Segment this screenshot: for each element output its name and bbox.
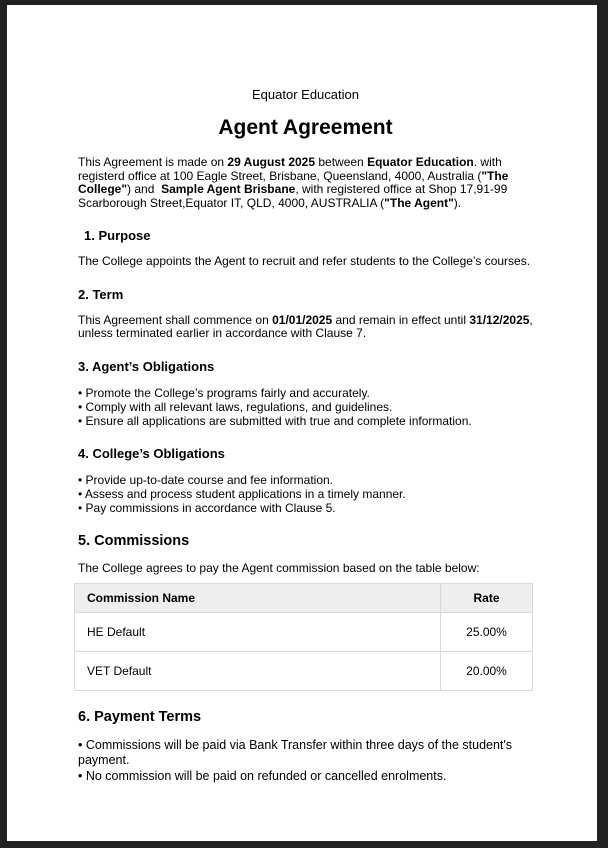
section-payment-terms (78, 709, 533, 784)
bullet-item: • Ensure all applications are submitted with true and complete information. (78, 413, 472, 428)
section-term (78, 287, 533, 341)
text-run: 29 August 2025 (227, 155, 316, 169)
bullet-item: • Assess and process student applications in a timely manner. (78, 486, 406, 501)
section-heading-purpose: 1. Purpose (84, 228, 151, 243)
intro-paragraph (78, 156, 533, 210)
text-run: Sample Agent Brisbane (161, 182, 296, 196)
text-run: , with registered office at Shop 17,91-99 Scarborough Street,Equator IT, QLD, 4000, AUSTRALIA ( (78, 182, 511, 210)
table-cell: VET Default (75, 652, 441, 691)
section-heading-commissions: 5. Commissions (78, 532, 190, 549)
section-body-commissions: The College agrees to pay the Agent commission based on the table below: (78, 560, 480, 575)
bullet-item: • No commission will be paid on refunded or cancelled enrolments. (78, 769, 447, 783)
payment-terms-bullet-list (78, 738, 533, 784)
bullet-item: • Promote the College’s programs fairly and accurately. (78, 385, 370, 400)
table-header-row (75, 584, 533, 613)
section-body-term (78, 314, 533, 341)
text-run: This Agreement shall commence on (78, 312, 273, 327)
bullet-item: • Commissions will be paid via Bank Transfer within three days of the student's payment. (78, 738, 513, 767)
text-run: ). (453, 195, 462, 210)
text-run: This Agreement is made on (78, 155, 228, 169)
text-run: 31/12/2025 (469, 312, 530, 327)
section-agent-obligations (78, 359, 533, 428)
text-run: and remain in effect until (332, 312, 470, 327)
text-run: . with registerd office at 100 Eagle Street, Brisbane, Queensland, 4000, Australia ( (78, 155, 506, 183)
table-cell: 20.00% (441, 652, 533, 691)
text-run: 01/01/2025 (272, 312, 333, 327)
bullet-item: • Provide up-to-date course and fee information. (78, 472, 334, 487)
table-cell: HE Default (75, 613, 441, 652)
table-header-cell: Commission Name (75, 584, 441, 613)
text-run: Equator Education (367, 155, 474, 169)
section-purpose (78, 228, 533, 269)
commission-table (74, 583, 533, 691)
bullet-item: • Comply with all relevant laws, regulations, and guidelines. (78, 399, 393, 414)
section-body-purpose: The College appoints the Agent to recruit and refer students to the College’s courses. (78, 254, 531, 268)
text-run: ) and (127, 182, 162, 196)
table-row (75, 652, 533, 691)
section-college-obligations (78, 446, 533, 515)
section-heading-term: 2. Term (78, 286, 124, 302)
section-commissions (78, 533, 533, 692)
text-run: "The Agent" (384, 195, 454, 210)
table-row (75, 613, 533, 652)
document-title: Agent Agreement (218, 116, 393, 139)
document-page (7, 5, 597, 841)
org-name: Equator Education (252, 87, 359, 102)
text-run: between (315, 155, 368, 169)
table-cell: 25.00% (441, 613, 533, 652)
table-header-cell: Rate (441, 584, 533, 613)
text-run: "The College" (78, 168, 512, 196)
text-run: , unless terminated earlier in accordance with Clause 7. (78, 312, 533, 340)
college-obligations-bullet-list (78, 473, 533, 515)
section-heading-payment-terms: 6. Payment Terms (78, 709, 202, 725)
section-heading-college-obligations: 4. College’s Obligations (78, 445, 225, 461)
bullet-item: • Pay commissions in accordance with Clause 5. (78, 500, 336, 515)
agent-obligations-bullet-list (78, 386, 533, 428)
section-heading-agent-obligations: 3. Agent’s Obligations (78, 358, 215, 374)
